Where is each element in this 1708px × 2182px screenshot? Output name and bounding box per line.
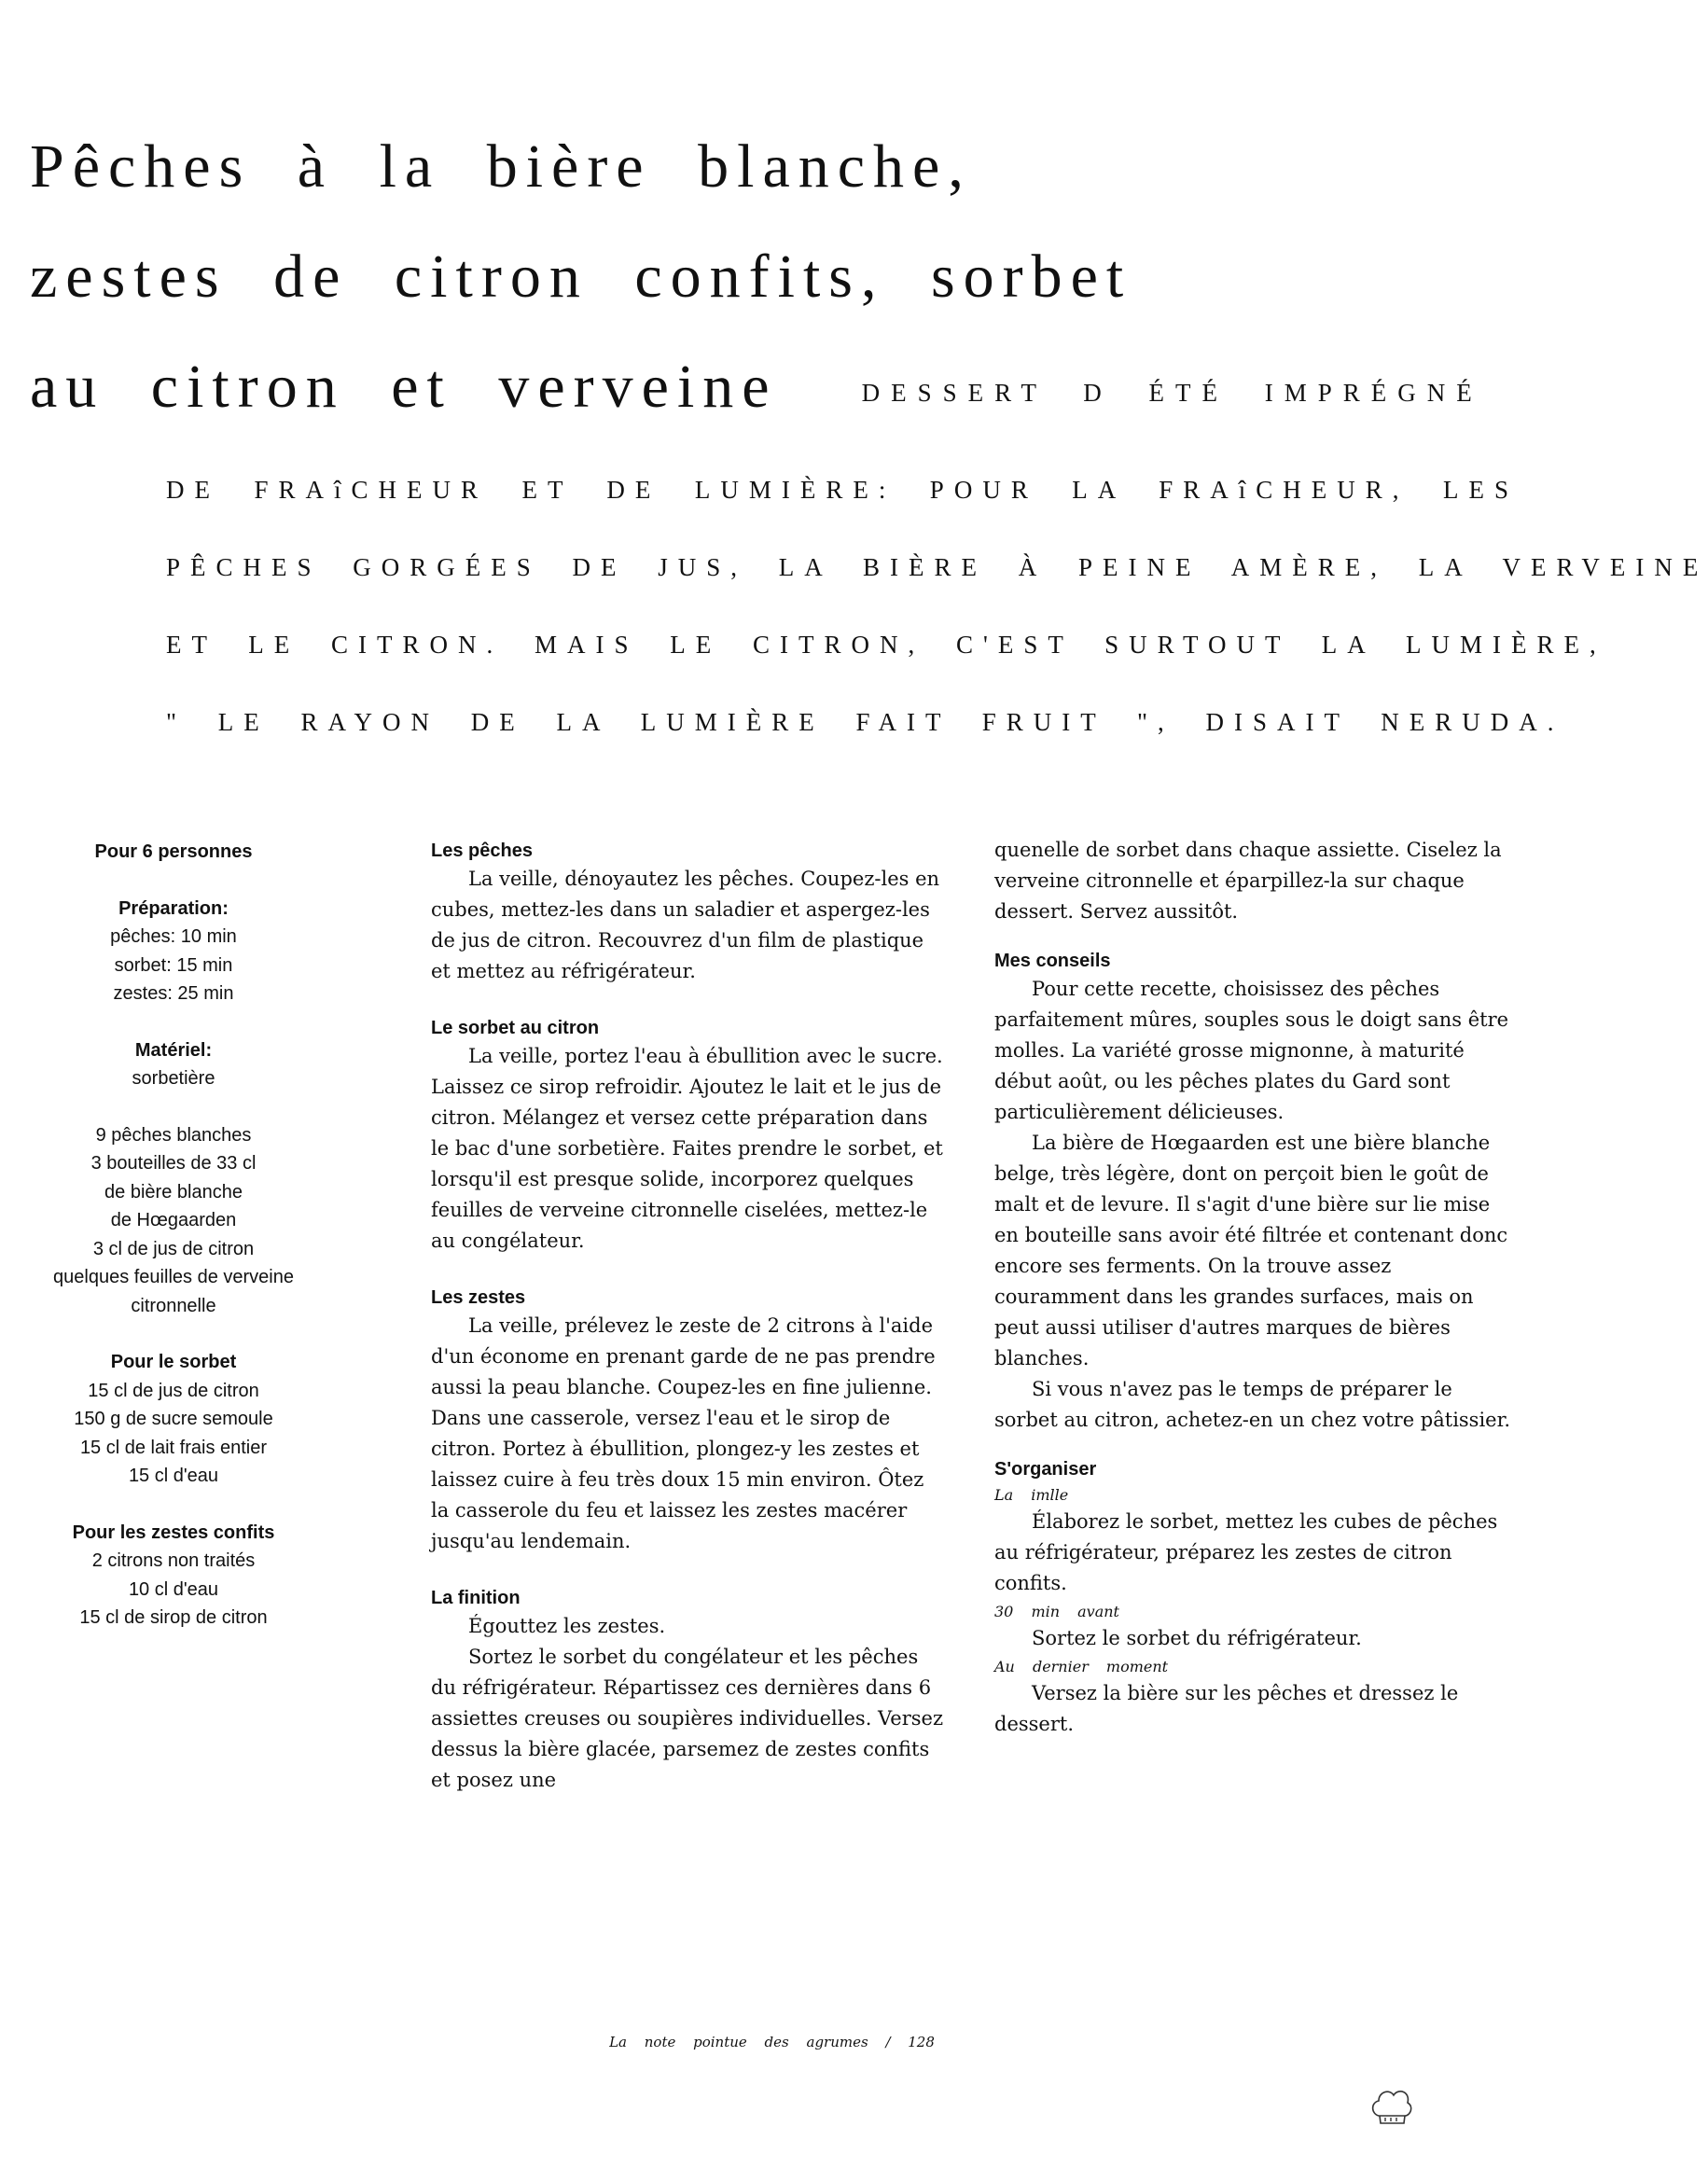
ingredient-item: quelques feuilles de verveine bbox=[53, 1267, 294, 1287]
timing-label: Au dernier moment bbox=[994, 1658, 1169, 1675]
section-heading: La finition bbox=[431, 1588, 521, 1608]
timing-label: 30 min avant bbox=[994, 1603, 1119, 1620]
ingredient-item: 15 cl de lait frais entier bbox=[79, 1437, 268, 1458]
intro-line: ET LE CITRON. MAIS LE CITRON, C'EST SURTOUT LA LUMIÈRE, bbox=[166, 631, 1606, 659]
step-paragraph: La veille, prélevez le zeste de 2 citrons à l'aide d'un économe en prenant garde de ne pas prendre aussi la peau blanche. Coupez-les en fine julienne. Dans une casserole, versez l'eau et le sirop de citron. Portez à ébullition, plongez-y les zestes et laissez cuire à feu très doux 15 min environ. Ôtez la casserole du feu et laissez les zestes macérer jusqu'au lendemain. bbox=[431, 1314, 936, 1552]
step-paragraph: Sortez le sorbet du congélateur et les pêches du réfrigérateur. Répartissez ces dernières dans 6 assiettes creuses ou soupières individuelles. Versez dessus la bière glacée, parsemez de zestes confits et posez une bbox=[431, 1646, 944, 1791]
section-heading: Mes conseils bbox=[994, 951, 1111, 971]
ingredient-item: citronnelle bbox=[131, 1295, 216, 1316]
servings: Pour 6 personnes bbox=[94, 841, 253, 862]
section-heading: Les zestes bbox=[431, 1287, 526, 1308]
title-line-3 bbox=[30, 332, 1522, 448]
organiser-paragraph: Versez la bière sur les pêches et dressez le dessert. bbox=[994, 1682, 1459, 1735]
section-heading: Les pêches bbox=[431, 841, 533, 861]
prep-item: zestes: 25 min bbox=[113, 983, 234, 1004]
section-heading: S'organiser bbox=[994, 1459, 1097, 1480]
ingredient-item: 15 cl d'eau bbox=[128, 1466, 219, 1486]
intro-line: " LE RAYON DE LA LUMIÈRE FAIT FRUIT ", DISAIT NERUDA. bbox=[166, 708, 1564, 736]
prep-item: pêches: 10 min bbox=[110, 926, 237, 947]
ingredients-column bbox=[34, 838, 313, 1633]
ingredient-item: 150 g de sucre semoule bbox=[74, 1409, 273, 1429]
step-paragraph: La veille, portez l'eau à ébullition avec le sucre. Laissez ce sirop refroidir. Ajoutez le lait et le jus de citron. Mélangez et versez cette préparation dans le bac d'une sorbetière. Faites prendre le sorbet, et lorsqu'il est presque solide, incorporez quelques feuilles de verveine citronnelle ciselées, mettez-le au congélateur. bbox=[431, 1045, 943, 1252]
page-footer: La note pointue des agrumes / 128 bbox=[609, 2034, 935, 2050]
zestes-ingredients-heading: Pour les zestes confits bbox=[72, 1522, 275, 1543]
tips-column bbox=[994, 835, 1517, 1740]
tip-paragraph: Si vous n'avez pas le temps de préparer le sorbet au citron, achetez-en un chez votre pâtissier. bbox=[994, 1378, 1511, 1431]
tip-paragraph: La bière de Hœgaarden est une bière blanche belge, très légère, dont on perçoit bien le goût de malt et de levure. Il s'agit d'une bière sur lie mise en bouteille sans avoir été filtrée et contenant donc encore ses ferments. On la trouve assez couramment dans les grandes surfaces, mais on peut aussi utiliser d'autres marques de bières blanches. bbox=[994, 1132, 1508, 1369]
chef-hat-icon bbox=[1368, 2082, 1416, 2129]
steps-column bbox=[431, 838, 946, 1796]
prep-heading: Préparation: bbox=[118, 897, 229, 919]
title-line-3-text: au citron et verveine bbox=[30, 353, 778, 421]
ingredient-item: 10 cl d'eau bbox=[128, 1578, 219, 1600]
section-heading: Le sorbet au citron bbox=[431, 1018, 600, 1038]
step-paragraph-continued: quenelle de sorbet dans chaque assiette. Ciselez la verveine citronnelle et éparpillez-la sur chaque dessert. Servez aussitôt. bbox=[994, 839, 1502, 923]
ingredient-item: 9 pêches blanches bbox=[95, 1124, 252, 1146]
ingredient-item: 15 cl de jus de citron bbox=[88, 1380, 259, 1401]
step-paragraph: Égouttez les zestes. bbox=[468, 1615, 666, 1637]
intro-first-words: DESSERT D ÉTÉ IMPRÉGNÉ bbox=[861, 379, 1483, 407]
materiel-heading: Matériel: bbox=[134, 1039, 213, 1061]
materiel-item: sorbetière bbox=[132, 1068, 215, 1089]
tip-paragraph: Pour cette recette, choisissez des pêches parfaitement mûres, souples sous le doigt sans être molles. La variété grosse mignonne, à maturité début août, ou les pêches plates du Gard sont particulièrement délicieuses. bbox=[994, 978, 1509, 1123]
intro-text bbox=[166, 452, 1708, 761]
intro-line: DE FRAîCHEUR ET DE LUMIÈRE: POUR LA FRAîCHEUR, LES bbox=[166, 476, 1519, 504]
title-line-1: Pêches à la bière blanche, bbox=[30, 132, 972, 201]
sorbet-ingredients-heading: Pour le sorbet bbox=[110, 1352, 237, 1372]
ingredient-item: de Hœgaarden bbox=[110, 1210, 237, 1230]
title-line-2: zestes de citron confits, sorbet bbox=[30, 243, 1132, 311]
organiser-paragraph: Sortez le sorbet du réfrigérateur. bbox=[1032, 1627, 1362, 1649]
ingredient-item: de bière blanche bbox=[104, 1181, 243, 1202]
ingredient-item: 3 bouteilles de 33 cl bbox=[90, 1153, 257, 1174]
recipe-title bbox=[30, 112, 1522, 448]
ingredient-item: 2 citrons non traités bbox=[91, 1550, 256, 1571]
ingredient-item: 15 cl de sirop de citron bbox=[79, 1607, 268, 1628]
timing-label: La imlle bbox=[994, 1486, 1069, 1504]
organiser-paragraph: Élaborez le sorbet, mettez les cubes de pêches au réfrigérateur, préparez les zestes de citron confits. bbox=[994, 1510, 1498, 1594]
prep-item: sorbet: 15 min bbox=[114, 954, 233, 976]
step-paragraph: La veille, dénoyautez les pêches. Coupez-les en cubes, mettez-les dans un saladier et aspergez-les de jus de citron. Recouvrez d'un film de plastique et mettez au réfrigérateur. bbox=[431, 868, 940, 982]
intro-line: PÊCHES GORGÉES DE JUS, LA BIÈRE À PEINE AMÈRE, LA VERVEINE bbox=[166, 553, 1708, 581]
ingredient-item: 3 cl de jus de citron bbox=[92, 1238, 255, 1259]
